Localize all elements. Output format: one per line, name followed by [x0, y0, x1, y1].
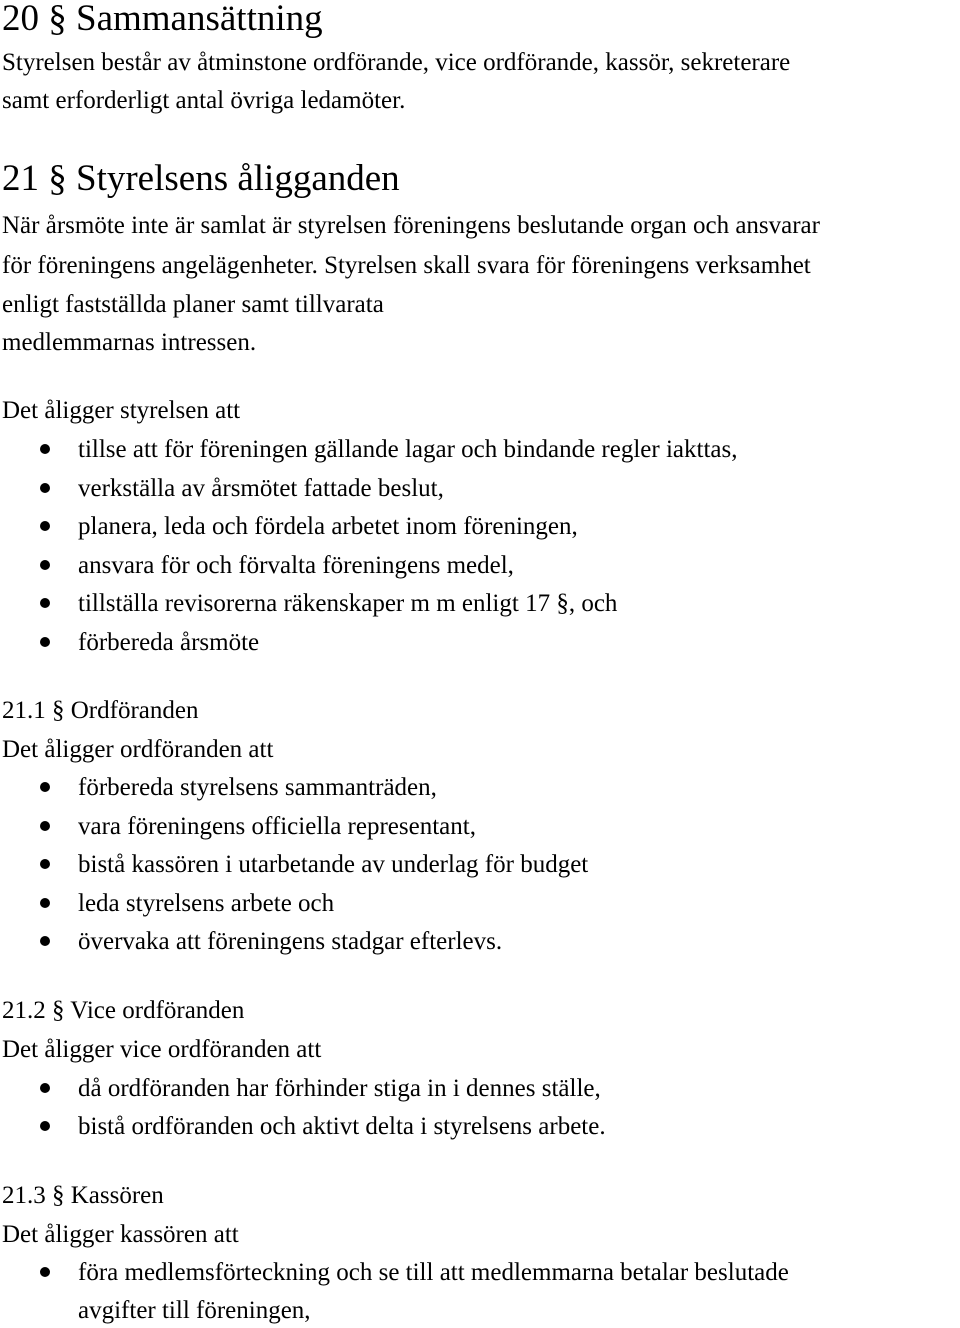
bullet-icon [40, 1121, 50, 1131]
section-21-intro: Det åligger styrelsen att [2, 397, 241, 424]
section-21-text-line-1: När årsmöte inte är samlat är styrelsen föreningens beslutande organ och ansvarar [2, 212, 820, 239]
section-21-1-list-item: vara föreningens officiella representant, [78, 813, 476, 840]
bullet-icon [40, 1267, 50, 1277]
section-21-2-intro: Det åligger vice ordföranden att [2, 1036, 322, 1063]
section-21-3-list-item-continuation: avgifter till föreningen, [78, 1297, 311, 1324]
bullet-icon [40, 936, 50, 946]
bullet-icon [40, 782, 50, 792]
bullet-icon [40, 637, 50, 647]
section-21-list-item: tillställa revisorerna räkenskaper m m enligt 17 §, och [78, 590, 618, 617]
section-21-3-intro: Det åligger kassören att [2, 1221, 239, 1248]
section-20-text-line-2: samt erforderligt antal övriga ledamöter. [2, 87, 406, 114]
section-21-1-heading: 21.1 § Ordföranden [2, 697, 199, 724]
section-21-3-list-item: föra medlemsförteckning och se till att medlemmarna betalar beslutade [78, 1259, 789, 1286]
section-21-heading: 21 § Styrelsens åligganden [2, 158, 400, 199]
bullet-icon [40, 898, 50, 908]
section-21-list-item: verkställa av årsmötet fattade beslut, [78, 475, 444, 502]
section-21-1-list-item: övervaka att föreningens stadgar efterlevs. [78, 928, 503, 955]
section-21-list-item: ansvara för och förvalta föreningens medel, [78, 552, 514, 579]
section-21-list-item: förbereda årsmöte [78, 629, 260, 656]
section-21-1-list-item: bistå kassören i utarbetande av underlag för budget [78, 851, 589, 878]
bullet-icon [40, 859, 50, 869]
section-21-list-item: tillse att för föreningen gällande lagar och bindande regler iakttas, [78, 436, 738, 463]
section-21-list-item: planera, leda och fördela arbetet inom föreningen, [78, 513, 578, 540]
bullet-icon [40, 560, 50, 570]
bullet-icon [40, 598, 50, 608]
section-21-text-line-2: för föreningens angelägenheter. Styrelsen skall svara för föreningens verksamhet [2, 252, 811, 279]
bullet-icon [40, 821, 50, 831]
bullet-icon [40, 1083, 50, 1093]
section-21-2-list-item: bistå ordföranden och aktivt delta i styrelsens arbete. [78, 1113, 606, 1140]
section-21-1-intro: Det åligger ordföranden att [2, 736, 274, 763]
section-21-1-list-item: förbereda styrelsens sammanträden, [78, 774, 437, 801]
bullet-icon [40, 521, 50, 531]
section-20-text-line-1: Styrelsen består av åtminstone ordförande, vice ordförande, kassör, sekreterare [2, 49, 791, 76]
section-21-3-heading: 21.3 § Kassören [2, 1182, 164, 1209]
bullet-icon [40, 483, 50, 493]
section-21-2-heading: 21.2 § Vice ordföranden [2, 997, 245, 1024]
bullet-icon [40, 444, 50, 454]
section-21-1-list-item: leda styrelsens arbete och [78, 890, 335, 917]
section-21-2-list-item: då ordföranden har förhinder stiga in i dennes ställe, [78, 1075, 601, 1102]
section-21-text-line-4: medlemmarnas intressen. [2, 329, 257, 356]
section-21-text-line-3: enligt fastställda planer samt tillvarata [2, 291, 384, 318]
section-20-heading: 20 § Sammansättning [2, 0, 323, 39]
